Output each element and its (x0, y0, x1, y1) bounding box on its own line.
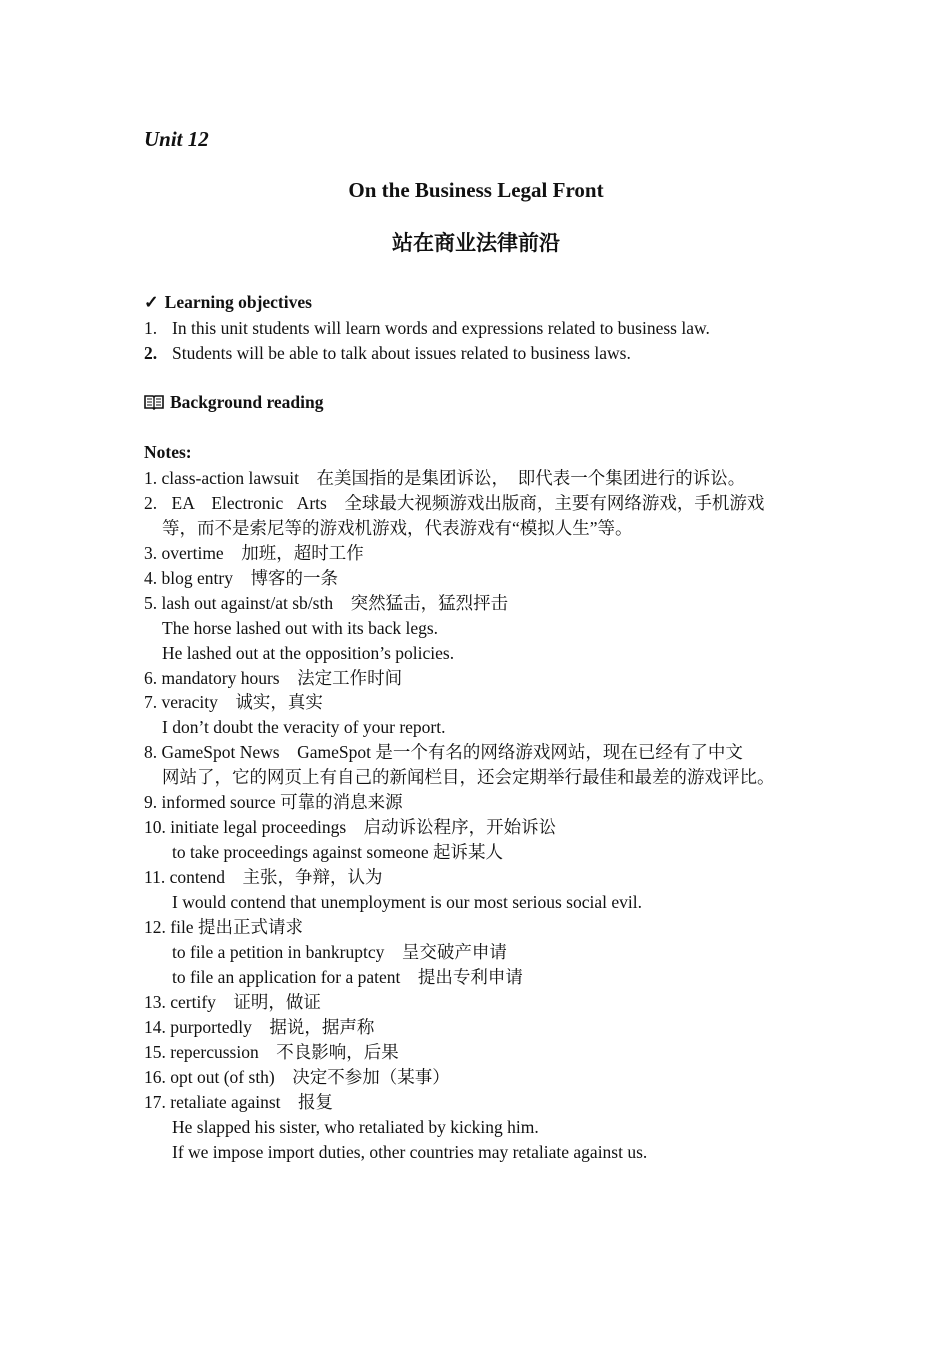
note-line: 2. EA Electronic Arts 全球最大视频游戏出版商，主要有网络游戏，手机游戏 (144, 493, 765, 513)
note-example: to take proceedings against someone 起诉某人 (172, 842, 503, 862)
note-line: 10. initiate legal proceedings 启动诉讼程序，开始诉讼 (144, 817, 557, 837)
objective-item (144, 343, 631, 363)
note-line: 16. opt out (of sth) 决定不参加（某事） (144, 1067, 450, 1087)
objective-item (144, 318, 710, 338)
note-line: 等，而不是索尼等的游戏机游戏，代表游戏有“模拟人生”等。 (162, 518, 633, 538)
unit-label: Unit 12 (144, 127, 209, 151)
note-example: He lashed out at the opposition’s policies. (162, 643, 455, 663)
note-example: The horse lashed out with its back legs. (162, 618, 439, 638)
note-line: 12. file 提出正式请求 (144, 917, 303, 937)
background-heading (144, 392, 324, 413)
note-line: 13. certify 证明，做证 (144, 992, 321, 1012)
note-line: 17. retaliate against 报复 (144, 1092, 334, 1112)
page-title: On the Business Legal Front (348, 178, 604, 202)
objectives-heading (144, 292, 312, 313)
objective-number: 2. (144, 343, 158, 363)
note-example: to file an application for a patent 提出专利申请 (172, 967, 523, 987)
page-title-chinese: 站在商业法律前沿 (392, 231, 560, 255)
checkmark-icon: ✓ (144, 292, 159, 312)
note-line: 网站了，它的网页上有自己的新闻栏目，还会定期举行最佳和最差的游戏评比。 (162, 767, 775, 787)
note-example: I would contend that unemployment is our most serious social evil. (172, 892, 642, 912)
note-line: 14. purportedly 据说，据声称 (144, 1017, 375, 1037)
objective-number: 1. (144, 318, 158, 338)
note-line: 9. informed source 可靠的消息来源 (144, 792, 403, 812)
note-line: 6. mandatory hours 法定工作时间 (144, 668, 403, 688)
note-line: 3. overtime 加班，超时工作 (144, 543, 364, 563)
objective-text: Students will be able to talk about issues related to business laws. (172, 343, 631, 363)
note-line: 5. lash out against/at sb/sth 突然猛击，猛烈抨击 (144, 593, 509, 613)
note-line: 8. GameSpot News GameSpot 是一个有名的网络游戏网站，现在已经有了中文 (144, 742, 743, 762)
objectives-heading-text: Learning objectives (164, 292, 312, 312)
background-heading-text: Background reading (170, 392, 324, 412)
notes-heading: Notes: (144, 442, 192, 462)
note-example: He slapped his sister, who retaliated by kicking him. (172, 1117, 539, 1137)
note-example: to file a petition in bankruptcy 呈交破产申请 (172, 942, 507, 962)
note-line: 4. blog entry 博客的一条 (144, 568, 338, 588)
note-example: If we impose import duties, other countries may retaliate against us. (172, 1142, 648, 1162)
note-line: 7. veracity 诚实，真实 (144, 692, 323, 712)
note-line: 11. contend 主张，争辩，认为 (144, 867, 383, 887)
note-example: I don’t doubt the veracity of your report. (162, 717, 446, 737)
objective-text: In this unit students will learn words and expressions related to business law. (172, 318, 710, 338)
open-book-icon (144, 392, 164, 413)
note-line: 15. repercussion 不良影响，后果 (144, 1042, 399, 1062)
note-line: 1. class-action lawsuit 在美国指的是集团诉讼， 即代表一个集团进行的诉讼。 (144, 468, 746, 488)
